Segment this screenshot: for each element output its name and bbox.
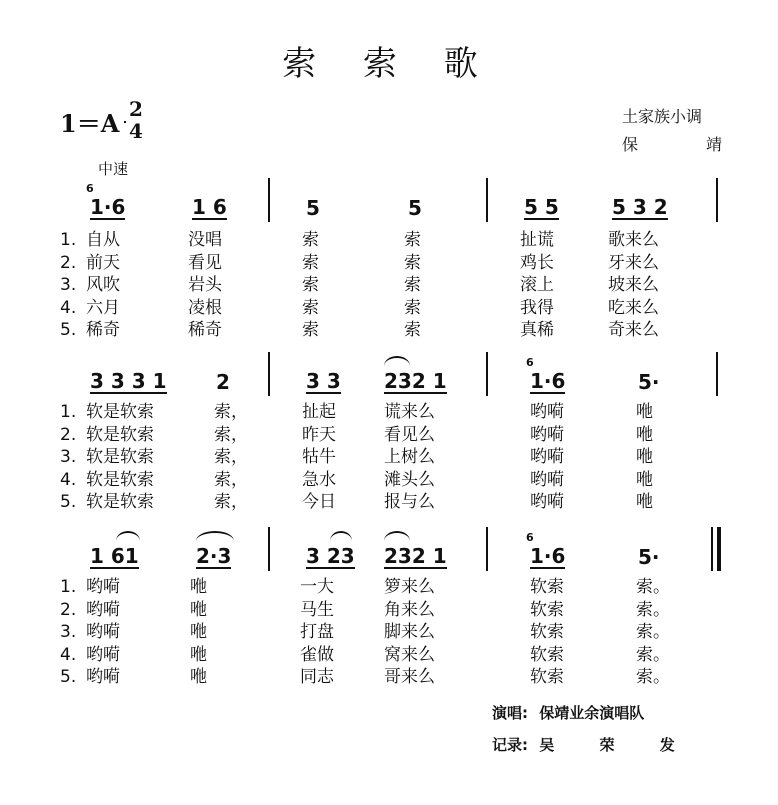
recorder-credit: 记录: 吴 荣 发 bbox=[492, 736, 675, 754]
time-signature bbox=[124, 98, 148, 142]
bar-line bbox=[486, 527, 488, 571]
note: 1·6 bbox=[530, 544, 566, 568]
note: 232 1 bbox=[384, 544, 447, 568]
key-signature: 1＝A bbox=[60, 109, 120, 138]
note: 3 3 3 1 bbox=[90, 369, 167, 393]
note: 1 6 bbox=[192, 195, 227, 219]
lyric-column: 咃 咃 咃 咃 咃 bbox=[190, 577, 207, 687]
note: 3 23 bbox=[306, 544, 355, 568]
tempo-marking: 中速 bbox=[98, 160, 129, 178]
lyric-column: 软是软索 软是软索 软是软索 软是软索 软是软索 bbox=[86, 402, 154, 512]
grace-note: 6 bbox=[526, 531, 534, 544]
note: 2 bbox=[216, 370, 230, 394]
grace-note: 6 bbox=[86, 182, 94, 195]
slur bbox=[384, 356, 410, 366]
lyric-column: 索。 索。 索。 索。 索。 bbox=[636, 577, 670, 687]
time-bottom: 4 bbox=[129, 119, 143, 143]
final-bar-line-thick bbox=[717, 527, 721, 571]
slur bbox=[384, 531, 410, 541]
slur bbox=[116, 531, 140, 541]
lyric-column: 索 索 索 索 索 bbox=[404, 230, 421, 340]
lyric-column: 歌来么 牙来么 坡来么 吃来么 奇来么 bbox=[608, 230, 659, 340]
time-top: 2 bbox=[129, 97, 143, 121]
lyric-column: 索 索 索 索 索 bbox=[302, 230, 319, 340]
lyric-column: 哟嗬 哟嗬 哟嗬 哟嗬 哟嗬 bbox=[530, 402, 564, 512]
lyric-column: 箩来么 角来么 脚来么 窝来么 哥来么 bbox=[384, 577, 435, 687]
song-source: 土家族小调 bbox=[622, 107, 703, 126]
lyric-column: 扯谎 鸡长 滚上 我得 真稀 bbox=[520, 230, 554, 340]
bar-line bbox=[486, 178, 488, 222]
note: 3 3 bbox=[306, 369, 341, 393]
lyric-column: 扯起 昨天 牯牛 急水 今日 bbox=[302, 402, 336, 512]
song-collector: 保 靖 bbox=[622, 135, 722, 154]
lyric-column: 自从 前天 风吹 六月 稀奇 bbox=[86, 230, 120, 340]
lyric-numbers: 1. 2. 3. 4. 5. bbox=[60, 230, 77, 340]
lyric-column: 咃 咃 咃 咃 咃 bbox=[636, 402, 653, 512]
note: 5· bbox=[638, 370, 660, 394]
singer-credit: 演唱: 保靖业余演唱队 bbox=[492, 704, 645, 722]
note: 5 3 2 bbox=[612, 195, 668, 219]
note: 5 bbox=[408, 196, 422, 220]
bar-line bbox=[268, 527, 270, 571]
slur bbox=[330, 531, 352, 541]
slur bbox=[196, 531, 234, 541]
song-title: 索 索 歌 bbox=[282, 44, 496, 84]
lyric-numbers: 1. 2. 3. 4. 5. bbox=[60, 577, 77, 687]
note: 5 5 bbox=[524, 195, 559, 219]
lyric-numbers: 1. 2. 3. 4. 5. bbox=[60, 402, 77, 512]
lyric-column: 索， 索， 索， 索， 索， bbox=[214, 402, 248, 512]
note: 2·3 bbox=[196, 544, 232, 568]
lyric-column: 一大 马生 打盘 雀做 同志 bbox=[300, 577, 334, 687]
note: 1·6 bbox=[530, 369, 566, 393]
bar-line bbox=[486, 352, 488, 396]
lyric-column: 软索 软索 软索 软索 软索 bbox=[530, 577, 564, 687]
note: 232 1 bbox=[384, 369, 447, 393]
lyric-column: 哟嗬 哟嗬 哟嗬 哟嗬 哟嗬 bbox=[86, 577, 120, 687]
lyric-column: 谎来么 看见么 上树么 滩头么 报与么 bbox=[384, 402, 435, 512]
grace-note: 6 bbox=[526, 356, 534, 369]
note: 1 61 bbox=[90, 544, 139, 568]
note: 5· bbox=[638, 545, 660, 569]
bar-line bbox=[268, 352, 270, 396]
lyric-column: 没唱 看见 岩头 凌根 稀奇 bbox=[188, 230, 222, 340]
bar-line bbox=[268, 178, 270, 222]
bar-line bbox=[716, 178, 718, 222]
note: 1·6 bbox=[90, 195, 126, 219]
note: 5 bbox=[306, 196, 320, 220]
bar-line bbox=[716, 352, 718, 396]
final-bar-line-thin bbox=[711, 527, 713, 571]
